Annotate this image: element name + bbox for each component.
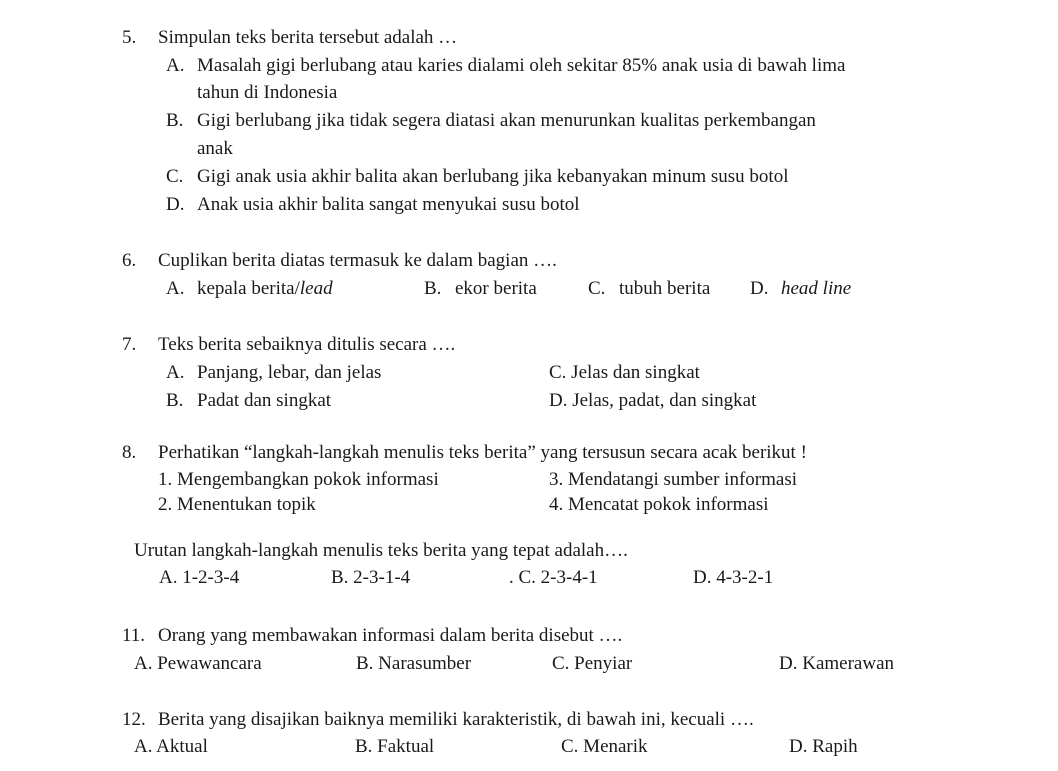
q5-option-b-letter: B. bbox=[166, 110, 184, 131]
q11-question: Orang yang membawakan informasi dalam berita disebut …. bbox=[158, 625, 623, 646]
q5-option-a-text: Masalah gigi berlubang atau karies dialami oleh sekitar 85% anak usia di bawah lima bbox=[197, 55, 846, 76]
q12-option-a: A. Aktual bbox=[134, 736, 208, 757]
q6-option-a-italic: lead bbox=[299, 278, 333, 299]
q12-option-d: D. Rapih bbox=[789, 736, 858, 757]
q8-number: 8. bbox=[122, 442, 137, 463]
q11-number: 11. bbox=[122, 625, 146, 646]
q5-option-c-letter: C. bbox=[166, 166, 184, 187]
q8-step-4: 4. Mencatat pokok informasi bbox=[549, 494, 769, 515]
q12-number: 12. bbox=[122, 709, 146, 730]
q5-option-c-text: Gigi anak usia akhir balita akan berlubang jika kebanyakan minum susu botol bbox=[197, 166, 789, 187]
q8-question: Perhatikan “langkah-langkah menulis teks berita” yang tersusun secara acak berikut ! bbox=[158, 442, 807, 463]
q8-option-b: B. 2-3-1-4 bbox=[331, 567, 411, 588]
q6-option-c-text: tubuh berita bbox=[619, 278, 711, 299]
q8-step-2: 2. Menentukan topik bbox=[158, 494, 316, 515]
q11-option-c: C. Penyiar bbox=[552, 653, 633, 674]
q8-option-d: D. 4-3-2-1 bbox=[693, 567, 774, 588]
q5-option-d-letter: D. bbox=[166, 194, 185, 215]
q6-option-a-letter: A. bbox=[166, 278, 185, 299]
q7-option-a-text: Panjang, lebar, dan jelas bbox=[197, 362, 382, 383]
q8-option-c: . C. 2-3-4-1 bbox=[509, 567, 598, 588]
q5-option-d-text: Anak usia akhir balita sangat menyukai susu botol bbox=[197, 194, 580, 215]
q6-option-c-letter: C. bbox=[588, 278, 606, 299]
q5-option-a-letter: A. bbox=[166, 55, 185, 76]
q5-number: 5. bbox=[122, 27, 137, 48]
q8-prompt: Urutan langkah-langkah menulis teks berita yang tepat adalah…. bbox=[134, 540, 628, 561]
q8-step-1: 1. Mengembangkan pokok informasi bbox=[158, 469, 439, 490]
q11-option-a: A. Pewawancara bbox=[134, 653, 262, 674]
q6-question: Cuplikan berita diatas termasuk ke dalam bagian …. bbox=[158, 250, 557, 271]
q7-number: 7. bbox=[122, 334, 137, 355]
q7-option-b-text: Padat dan singkat bbox=[197, 390, 332, 411]
q8-option-a: A. 1-2-3-4 bbox=[159, 567, 240, 588]
q12-option-b: B. Faktual bbox=[355, 736, 435, 757]
q6-number: 6. bbox=[122, 250, 137, 271]
q6-option-a bbox=[197, 279, 333, 298]
q7-option-b-letter: B. bbox=[166, 390, 184, 411]
q5-option-a-text-cont: tahun di Indonesia bbox=[197, 82, 338, 103]
q8-step-3: 3. Mendatangi sumber informasi bbox=[549, 469, 798, 490]
q7-option-c: C. Jelas dan singkat bbox=[549, 362, 700, 383]
q5-option-b-text: Gigi berlubang jika tidak segera diatasi akan menurunkan kualitas perkembangan bbox=[197, 110, 816, 131]
q6-option-b-text: ekor berita bbox=[455, 278, 537, 299]
q7-option-a-letter: A. bbox=[166, 362, 185, 383]
q6-option-d-text: head line bbox=[781, 278, 852, 299]
q6-option-b-letter: B. bbox=[424, 278, 442, 299]
q6-option-a-text: kepala berita/ bbox=[197, 278, 300, 299]
q11-option-d: D. Kamerawan bbox=[779, 653, 895, 674]
q12-option-c: C. Menarik bbox=[561, 736, 648, 757]
q5-option-b-text-cont: anak bbox=[197, 138, 233, 159]
q7-option-d: D. Jelas, padat, dan singkat bbox=[549, 390, 757, 411]
q5-question: Simpulan teks berita tersebut adalah … bbox=[158, 27, 458, 48]
q12-question: Berita yang disajikan baiknya memiliki karakteristik, di bawah ini, kecuali …. bbox=[158, 709, 754, 730]
q11-option-b: B. Narasumber bbox=[356, 653, 472, 674]
q7-question: Teks berita sebaiknya ditulis secara …. bbox=[158, 334, 456, 355]
q6-option-d-letter: D. bbox=[750, 278, 769, 299]
